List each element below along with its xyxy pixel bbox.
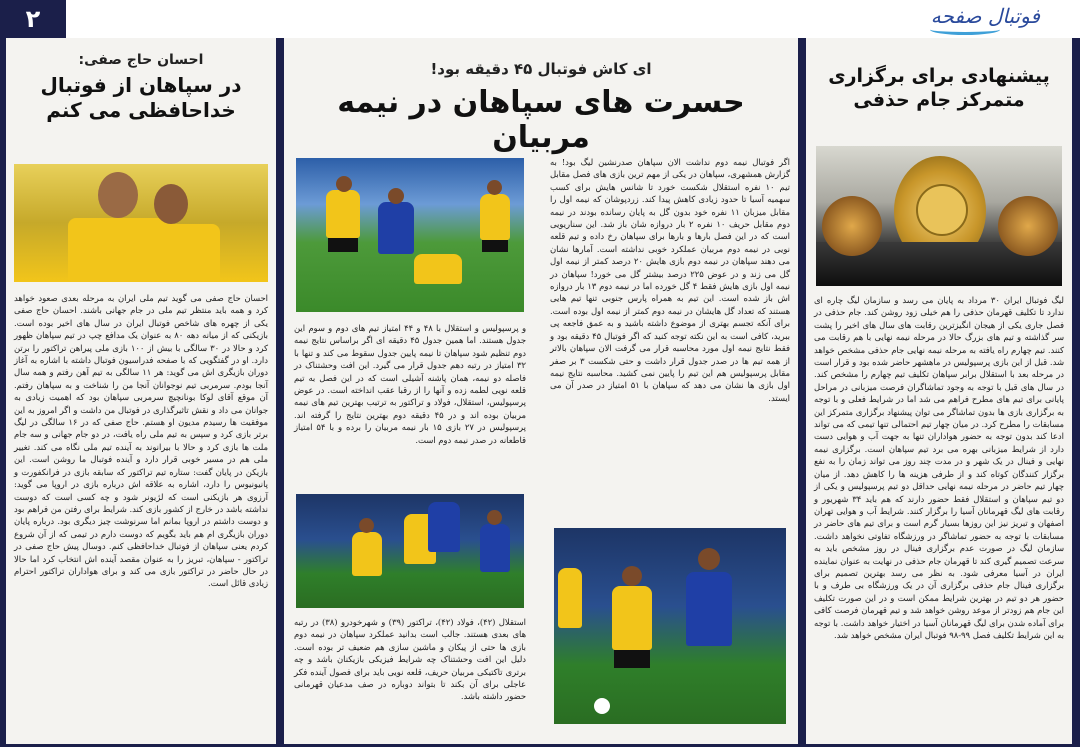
trophy-emblem-icon xyxy=(916,184,968,236)
right-article-title-line2: متمرکز جام حذفی xyxy=(853,88,1025,111)
middle-article-body-col3: استقلال (۴۲)، فولاد (۴۲)، تراکتور (۳۹) و شهرخودرو (۳۸) در رتبه های بعدی هستند. جالب است بدانید عملکرد سپاهان در نیمه دوم بازی ها حتی از پیکان و ماشین سازی هم ضعیف تر بوده است. دلیل این افت وحشتناک چه شرایط فیزیکی بازیکنان باشد و چه برتری تاکتیکی مربیان حریف، قلعه نویی باید برای فصول آینده فکر عاجلی برای آن بکند تا بتواند دوباره در صف مدعیان قهرمانی حضور داشته باشد. xyxy=(294,617,527,702)
right-article xyxy=(806,38,1072,744)
left-article xyxy=(6,38,276,744)
player-head xyxy=(487,180,502,195)
right-article-title-line1: پیشنهادی برای برگزاری xyxy=(828,65,1050,87)
flower-decoration-icon xyxy=(998,196,1058,256)
left-article-title-line1: در سپاهان از فوتبال xyxy=(40,73,242,97)
left-article-title-line2: خداحافظی می کنم xyxy=(46,98,236,122)
player-blue xyxy=(480,524,510,572)
player-blue xyxy=(686,572,732,646)
player-shorts xyxy=(614,650,650,668)
player-head xyxy=(388,188,404,204)
middle-article xyxy=(284,38,798,744)
player-yellow xyxy=(480,194,510,240)
player-yellow xyxy=(352,532,382,576)
player-jersey xyxy=(140,224,220,282)
left-article-body: احسان حاج صفی می گوید تیم ملی ایران به مرحله بعدی صعود خواهد کرد و همه باید منتظر تیم ملی در جام جهانی باشند. احسان حاج صفی یکی از چهره های شاخص فوتبال ایران در سال های اخیر بوده است. بازیکنی که از میانه دهه ۸۰ به عنوان یک مدافع چپ در تیم سپاهان ظهور کرد و حالا در ۳۰ سالگی با بیش از ۱۰۰ بازی ملی پیراهن تراکتور را برتن دارد. او در گفتگویی که با صفحه فدراسیون فوتبال داشته با اشاره به آغاز دوران بازیگری اش می گوید: هر ۱۱ سالگی به تیم آهن رفتم و همه سال آنجا بودم. سرمربی تیم نوجوانان آنجا من را شناخت و به سپاهان رفتم. آن موقع آقای لوکا بونانچیچ سرمربی سپاهان بود که اهمیت زیادی به جوانان می داد و نقش تاثیرگذاری در فوتبال من داشت و اگر امروز به این موفقیت ها رسیدم مدیون او هستم. حاج صفی که در ۱۶ سالگی در لیگ برتر بازی کرد و سپس به تیم ملی راه یافت، در دو جام جهانی و سه جام ملت ها بازی کرد و حالا با بیرانوند به آینده تیم ملی نگاه می کند. تغییر ملی هم در مسیر خوبی قرار دارد و آینده فوتبال ما روشن است. این بازیکن در پایان گفت: ستاره تیم تراکتور که سابقه بازی در فرانکفورت و پانیونیوس را دارد، اشاره به علاقه اش درباره بازی در اروپا می گوید: آرزوی هر بازیکنی است که لژیونر شود و چه کسی است که دوست نداشته باشد در خارج از کشور بازی کند. شرایط برای رفتن من فراهم بود و دوست داشتم در اروپا بمانم اما سرنوشت چیز دیگری بود. درباره پایان دوران بازیگری ام هم باید بگویم که دوست دارم در تیمی که از آن شروع کردم یعنی سپاهان از فوتبال خداحافظی کنم. دوسال پیش حاج صفی در تراکتور - سپاهان، تبریز را به عنوان مقصد آینده اش انتخاب کرد اما حالا در حال حاضر در تراکتور بازی می کند و برای هواداران تراکتور احترام زیادی قائل است. xyxy=(14,293,268,589)
player-head xyxy=(336,176,352,192)
player-shorts xyxy=(328,238,358,252)
player-yellow xyxy=(612,586,652,650)
player-shorts xyxy=(482,240,508,252)
player-face xyxy=(98,172,138,218)
page-number: ۲ xyxy=(0,0,66,38)
middle-article-body-col1: اگر فوتبال نیمه دوم نداشت الان سپاهان صدرنشین لیگ بود! به گزارش همشهری، سپاهان در یکی از مهم ترین بازی های فصل مقابل تیم ۱۰ نفره استقلال شکست خورد تا شانس هایش برای کسب سهمیه آسیا تا حدود زیادی کاهش پیدا کند. زردپوشان که نیمه اول را مقابل میزبان ۱۱ نفره خود بدون گل به پایان رسانده بودند در نیمه دوم مقابل حریف ۱۰ نفره ۲ بار دروازه شان باز شد. این سناریویی است که در این فصل بارها و بارها برای سپاهان رخ داده و تیم قلعه نویی در نیمه دوم مربیان عملکرد خوبی نداشته است. آمارها نشان می دهند سپاهان در نیمه دوم بازی هایش ۲۰ درصد کمتر از نیمه اول گل می زند و در عوض ۲۲۵ درصد بیشتر گل می خورد! سپاهان در نیمه اول بازی هایش فقط ۴ گل خورده اما در نیمه دوم ۱۳ بار دروازه اش باز شده است. این تیم به همراه پارس جنوبی تنها تیم هایی هستند که تعداد گل هایشان در نیمه دوم کمتر از نیمه اول بوده است. برای آنکه تجسم بهتری از موضوع داشته باشید و به عمق فاجعه پی ببرید، کافی است به این نکته توجه کنید که اگر فوتبال ۴۵ دقیقه بود و فقط نتایج نیمه اول مورد محاسبه قرار می گرفت الان سپاهان بالاتر از همه تیم ها در صدر جدول قرار داشت و حتی شکست ۳ بر صفر مقابل پرسپولیس هم این تیم را پایین نمی کشید. محاسبه نتایج نیمه اول بازی ها نشان می دهد که سپاهان با ۵۱ امتیاز در صدر آن می ایستد. xyxy=(550,157,791,403)
flower-decoration-icon xyxy=(822,196,882,256)
match-photo-bottom-right xyxy=(554,528,786,724)
newspaper-logo: فوتبال صفحه xyxy=(930,4,1040,28)
player-face xyxy=(154,184,188,224)
player-head xyxy=(622,566,642,586)
player-yellow xyxy=(326,190,360,238)
player-blue xyxy=(378,202,414,254)
page-header xyxy=(0,0,1080,38)
left-article-kicker: احسان حاج صفی: xyxy=(78,52,204,68)
column-divider xyxy=(276,38,284,747)
logo-swoosh-icon xyxy=(930,24,1000,35)
player-portrait-photo xyxy=(14,164,268,282)
ball-icon xyxy=(594,698,610,714)
match-photo-bottom-left xyxy=(296,494,524,608)
player-blue xyxy=(428,502,460,552)
player-head xyxy=(359,518,374,533)
player-head xyxy=(698,548,720,570)
middle-article-title: حسرت های سپاهان در نیمه مربیان xyxy=(337,85,745,155)
middle-article-body-col2: و پرسپولیس و استقلال با ۴۸ و ۴۴ امتیاز تیم های دوم و سوم این جدول هستند. اما همین جدول ۴۵ دقیقه ای اگر براساس نتایج نیمه دوم تنظیم شود سپاهان تا نیمه پایین جدول سقوط می کند و تنها با ۳۲ امتیاز در رتبه دهم جدول قرار می گیرد. این افت وحشتناک در فاصله دو نیمه، همان پاشنه آشیلی است که در این فصل به تیم قلعه نویی لطمه زده و آنها را از رقبا عقب انداخته است. در عوض پرسپولیس، استقلال، فولاد و تراکتور به ترتیب بهترین تیم های نیمه مربیان بوده اند و در ۴۵ دقیقه دوم بهترین نتایج را گرفته اند. پرسپولیس در ۲۷ بازی ۱۵ بار نیمه مربیان را برده و با ۵۴ امتیاز قاطعانه در صدر نیمه دوم است. xyxy=(294,323,527,445)
right-article-body: لیگ فوتبال ایران ۳۰ مرداد به پایان می رسد و سازمان لیگ چاره ای ندارد تا تکلیف قهرمان حذفی را هم خیلی زود روشن کند. جام حذفی در فصل جاری یکی از هیجان انگیزترین رقابت های سال های اخیر را پشت سر گذاشته و تیم های بزرگ حالا در مرحله نیمه نهایی با هم رقابت می کنند. تیم چهارم راه یافته به مرحله نیمه نهایی جام حذفی مشخص خواهد شد. قبل از این بازی پرسپولیس در ماهشهر حاضر شده بود و قرار است در مرحله بعد با استقلال برابر سپاهان تکلیف تیم چهارم را مشخص کند. در سال های قبل با توجه به وجود تماشاگران فرصت میزبانی در مراحل پایانی برای تیم های مطرح فراهم می شد اما در شرایط فعلی و با توجه به برگزاری بازی ها بدون تماشاگر می توان پیشنهاد برگزاری متمرکز این مسابقات را مطرح کرد. در میان چهار تیم احتمالی تنها تیمی که می تواند ادعا کند بدون توجه به حضور هواداران تنها به جهت آب و هوایی دست دارد از شرایط میزبانی بهره می برد تیم سپاهان است. برگزاری نیمه نهایی و فینال در یک شهر و در مدت چند روز می تواند زمان را به نفع برگزار کنندگان کوتاه کند و از طرفی هزینه ها را کاهش دهد. از میان چهار تیم حاضر در مرحله نیمه نهایی حداقل دو تیم پرسپولیس و یکی از دو تیم سپاهان و استقلال فقط حضور دارند که هم باید ۳۴ شهریور و رقابت های لیگ قهرمانان آسیا را برگزار کنند. شرایط آب و هوایی تهران اصفهان و تبریز نیز این روزها بسیار گرم است و برای تیم های حاضر در مسابقات با توجه به حضور تماشاگر در ورزشگاه تفاوتی نخواهد داشت. سازمان لیگ در صورت عدم برگزاری فینال در روز مشخص باید به سرعت تصمیم گیری کند تا قهرمان جام حذفی در نهایت به عنوان نماینده ایران در آسیا معرفی شود. به نظر می رسد بهترین تصمیم برای برگزاری فینال جام حذفی برگزاری آن در یک ورزشگاه بی طرف و با حضور هر دو تیم در بهترین شرایط ممکن است و در این صورت تکلیف این جام هم زودتر از موعد روشن خواهد شد و تیم قهرمان فرصت کافی برای آماده شدن برای لیگ قهرمانان آسیا در اختیار خواهد داشت. با توجه به این شرایط تکلیف فصل ۹۹-۹۸ فوتبال ایران مشخص خواهد شد. xyxy=(814,295,1064,640)
trophy-photo xyxy=(816,146,1062,286)
player-head xyxy=(487,510,502,525)
player-yellow xyxy=(558,568,582,628)
column-divider xyxy=(798,38,806,747)
player-yellow-fallen xyxy=(414,254,462,284)
match-photo-top xyxy=(296,158,524,312)
middle-article-kicker: ای کاش فوتبال ۴۵ دقیقه بود! xyxy=(430,60,652,78)
